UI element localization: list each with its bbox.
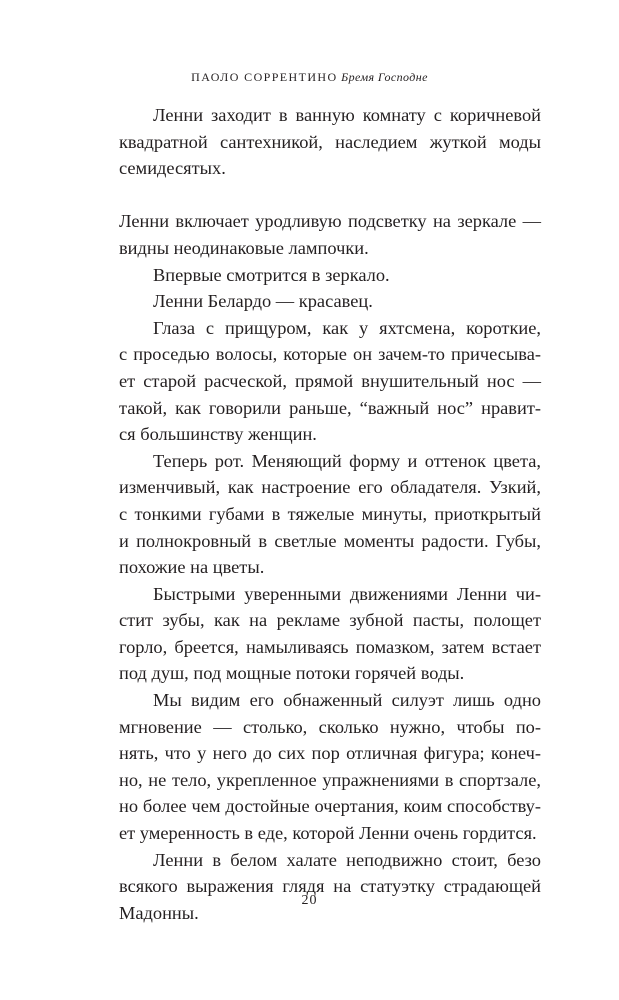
running-head: [0, 70, 619, 85]
paragraph: [119, 102, 541, 182]
paragraph: [119, 288, 541, 315]
text-line: Ленни включает уродливую подсветку на зеркале —: [119, 211, 541, 232]
text-line: всякого выражения глядя на статуэтку страдающей: [119, 876, 541, 897]
paragraph: [119, 687, 541, 847]
text-line: Впервые смотрится в зеркало.: [153, 264, 390, 285]
text-line: Мы видим его обнаженный силуэт лишь одно: [153, 690, 541, 711]
text-line: под душ, под мощные потоки горячей воды.: [119, 663, 465, 684]
text-line: видны неодинаковые лампочки.: [119, 237, 369, 258]
text-line: квадратной сантехникой, наследием жуткой моды: [119, 131, 541, 152]
paragraph: [119, 581, 541, 687]
text-line: с тонкими губами в тяжелые минуты, приоткрытый: [119, 503, 541, 524]
text-line: стит зубы, как на рекламе зубной пасты, полощет: [119, 610, 541, 631]
text-line: Ленни в белом халате неподвижно стоит, безо: [153, 849, 541, 870]
paragraph: [119, 208, 541, 261]
text-line: Быстрыми уверенными движениями Ленни чи-: [153, 583, 541, 604]
text-line: горло, бреется, намыливаясь помазком, затем встает: [119, 636, 541, 657]
text-line: и полнокровный в светлые моменты радости. Губы,: [119, 530, 541, 551]
text-line: Глаза с прищуром, как у яхтсмена, короткие,: [153, 317, 541, 338]
text-line: похожие на цветы.: [119, 557, 265, 578]
page-number: 20: [301, 893, 318, 908]
text-line: Ленни Белардо — красавец.: [153, 291, 373, 312]
text-line: такой, как говорили раньше, “важный нос” нравит-: [119, 397, 541, 418]
text-line: изменчивый, как настроение его обладателя. Узкий,: [119, 477, 541, 498]
running-head-title: Бремя Господне: [341, 70, 428, 84]
text-line: ет старой расческой, прямой внушительный нос —: [119, 370, 541, 391]
text-line: но, не тело, укрепленное упражнениями в спортзале,: [119, 769, 541, 790]
text-line: семидесятых.: [119, 158, 226, 179]
text-line: но более чем достойные очертания, коим способству-: [119, 796, 541, 817]
text-line: Мадонны.: [119, 902, 199, 923]
paragraph: [119, 315, 541, 448]
text-line: Ленни заходит в ванную комнату с коричневой: [153, 105, 541, 125]
text-line: Теперь рот. Меняющий форму и оттенок цвета,: [153, 450, 541, 471]
text-line: нять, что у него до сих пор отличная фигура; конеч-: [119, 743, 541, 764]
text-line: ся большинству женщин.: [119, 424, 317, 445]
paragraph-gap: [119, 182, 541, 209]
text-line: ет умеренность в еде, которой Ленни очень гордится.: [119, 823, 537, 844]
running-head-author: ПАОЛО СОРРЕНТИНО: [191, 70, 338, 84]
paragraph: [119, 448, 541, 581]
body-text: [119, 102, 541, 926]
text-line: мгновение — столько, сколько нужно, чтобы по-: [119, 716, 541, 737]
text-line: с проседью волосы, которые он зачем-то причесыва-: [119, 344, 541, 365]
paragraph: [119, 262, 541, 289]
paragraph: [119, 847, 541, 927]
